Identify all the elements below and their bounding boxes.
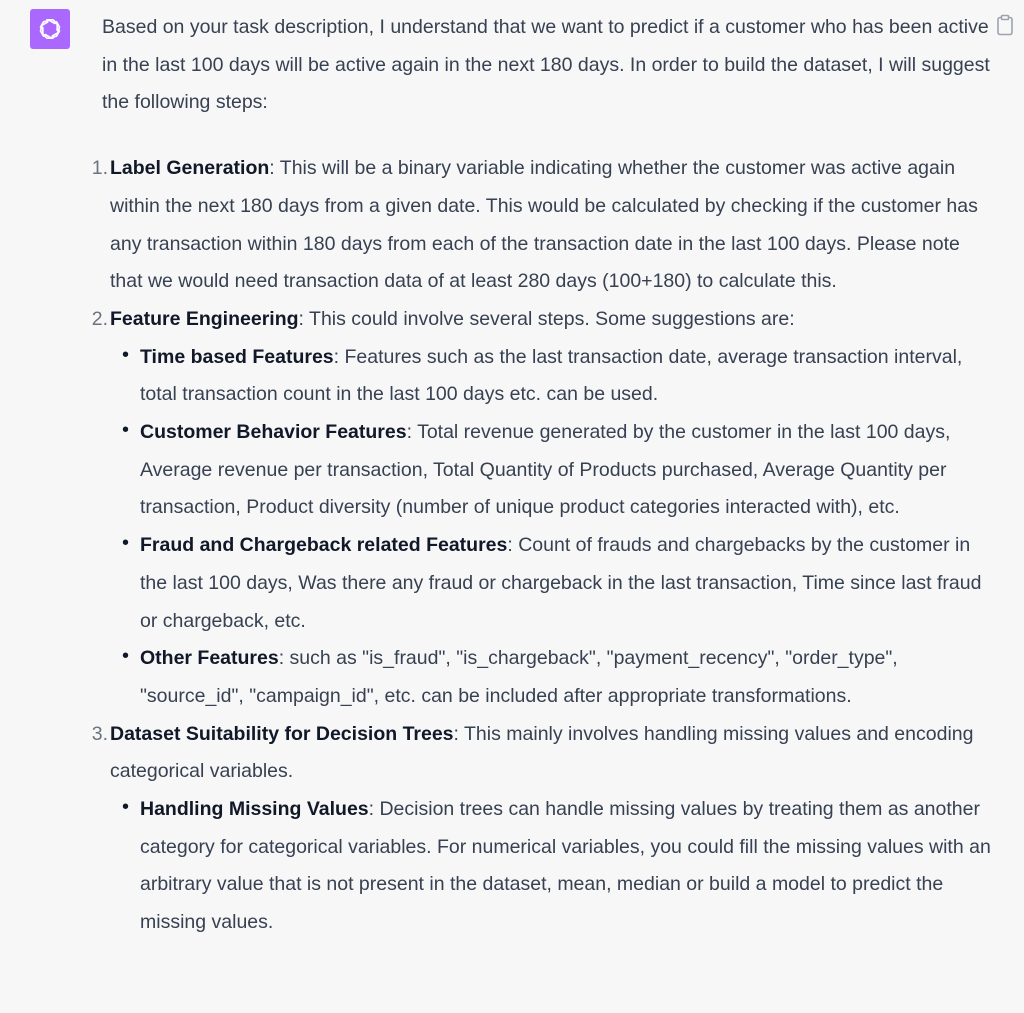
- sub-list: [110, 791, 992, 942]
- bullet-text: : Count of frauds and chargebacks by the customer in the last 100 days, Was there any fraud or chargeback in the last transaction, Time since last fraud or chargeback, etc.: [140, 534, 982, 632]
- assistant-message: [91, 9, 992, 942]
- step-number: 3.: [91, 722, 108, 745]
- step-title: Dataset Suitability for Decision Trees: [110, 722, 454, 745]
- step-item: [91, 150, 992, 301]
- step-text: : This mainly involves handling missing values and encoding categorical variables.: [110, 722, 974, 783]
- bullet-title: Other Features: [140, 647, 279, 670]
- step-text: : This could involve several steps. Some suggestions are:: [298, 307, 795, 330]
- bullet-icon: •: [122, 796, 130, 819]
- bullet-icon: •: [122, 343, 130, 366]
- step-title: Label Generation: [110, 157, 270, 180]
- bullet-title: Handling Missing Values: [140, 798, 369, 821]
- copy-button[interactable]: [994, 13, 1016, 37]
- bullet-icon: •: [122, 532, 130, 555]
- openai-logo-icon: [37, 16, 63, 42]
- step-title: Feature Engineering: [110, 307, 299, 330]
- bullet-icon: •: [122, 419, 130, 442]
- clipboard-icon: [996, 14, 1014, 36]
- step-item: [91, 716, 992, 942]
- bullet-text: : such as "is_fraud", "is_chargeback", "payment_recency", "order_type", "source_id", "campaign_id", etc. can be included after appropriate transformations.: [140, 647, 898, 707]
- message-intro: Based on your task description, I understand that we want to predict if a customer who has been active in the last 100 days will be active again in the next 180 days. In order to build the dataset, I will suggest the following steps:: [102, 16, 990, 114]
- sub-list: [110, 339, 992, 716]
- step-number: 2.: [91, 307, 108, 330]
- step-number: 1.: [91, 157, 108, 180]
- bullet-title: Fraud and Chargeback related Features: [140, 534, 508, 557]
- assistant-avatar: [30, 9, 70, 49]
- bullet-icon: •: [122, 645, 130, 668]
- bullet-text: : Features such as the last transaction date, average transaction interval, total transaction count in the last 100 days etc. can be used.: [140, 345, 963, 406]
- bullet-text: : Total revenue generated by the customer in the last 100 days, Average revenue per transaction, Total Quantity of Products purchased, Average Quantity per transaction, Product diversity (number of unique product categories interacted with), etc.: [140, 421, 951, 519]
- sub-list-item: [122, 339, 992, 414]
- bullet-text: : Decision trees can handle missing values by treating them as another category for categorical variables. For numerical variables, you could fill the missing values with an arbitrary value that is not present in the dataset, mean, median or build a model to predict the missing values.: [140, 798, 991, 934]
- sub-list-item: [122, 640, 992, 715]
- bullet-title: Time based Features: [140, 345, 334, 368]
- step-text: : This will be a binary variable indicating whether the customer was active again within the next 180 days from a given date. This would be calculated by checking if the customer has any transaction within 180 days from each of the transaction date in the last 100 days. Please note that we would need transaction data of at least 280 days (100+180) to calculate this.: [110, 157, 978, 293]
- sub-list-item: [122, 527, 992, 640]
- sub-list-item: [122, 791, 992, 942]
- step-item: [91, 301, 992, 716]
- steps-list: [91, 150, 992, 942]
- bullet-title: Customer Behavior Features: [140, 421, 407, 444]
- sub-list-item: [122, 414, 992, 527]
